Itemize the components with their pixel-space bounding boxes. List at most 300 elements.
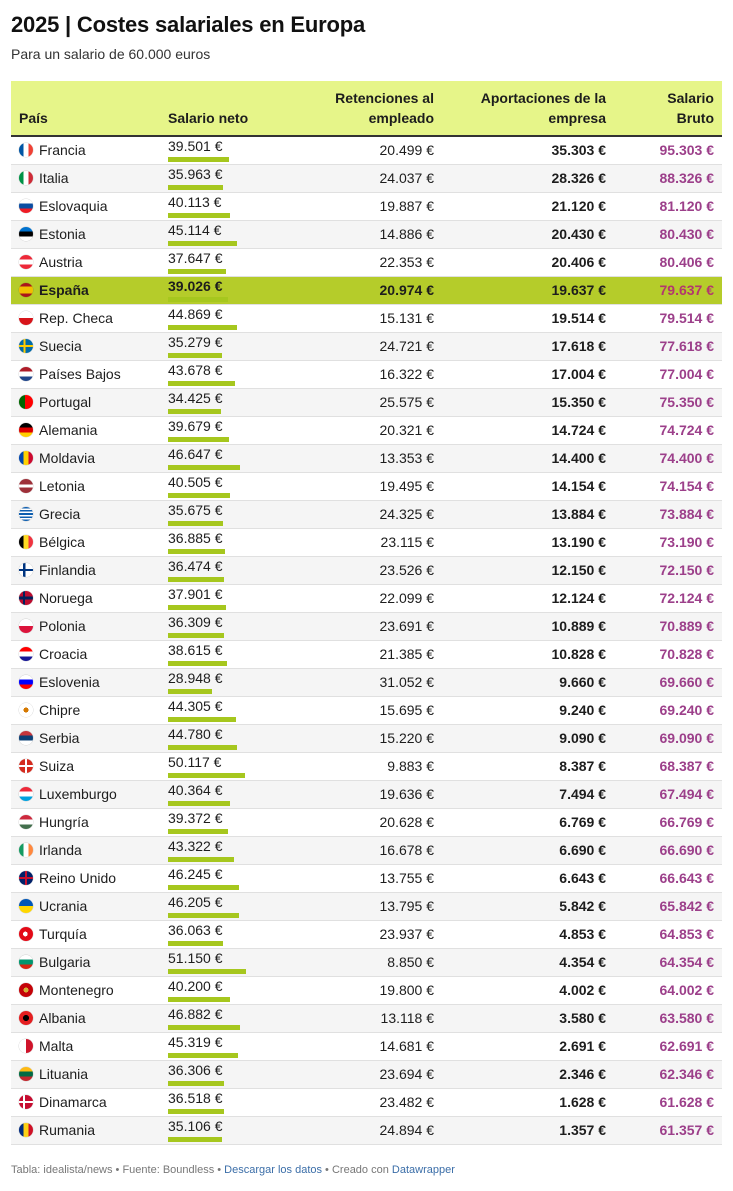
table-row [11, 305, 722, 333]
country-cell [11, 136, 160, 165]
neto-value: 36.474 € [168, 558, 223, 574]
flag-ro-icon [19, 1123, 33, 1137]
flag-lu-icon [19, 787, 33, 801]
aportaciones-cell: 8.387 € [442, 753, 614, 781]
flag-lt-icon [19, 1067, 33, 1081]
country-cell [11, 697, 160, 725]
neto-value: 36.518 € [168, 1090, 223, 1106]
retenciones-cell: 13.755 € [270, 865, 442, 893]
neto-cell [160, 221, 270, 249]
country-name: Suiza [39, 758, 75, 774]
table-row [11, 613, 722, 641]
flag-de-icon [19, 423, 33, 437]
retenciones-cell: 23.694 € [270, 1061, 442, 1089]
country-name: Chipre [39, 702, 81, 718]
neto-cell [160, 557, 270, 585]
retenciones-cell: 15.220 € [270, 725, 442, 753]
datawrapper-link[interactable]: Datawrapper [391, 1164, 455, 1176]
country-cell [11, 865, 160, 893]
country-name: Francia [39, 142, 86, 158]
neto-bar [168, 213, 230, 218]
aportaciones-cell: 14.724 € [442, 417, 614, 445]
bruto-cell: 62.346 € [614, 1061, 722, 1089]
flag-al-icon [19, 1011, 33, 1025]
neto-bar [168, 829, 228, 834]
country-name: Letonia [39, 478, 85, 494]
country-name: España [39, 282, 89, 298]
aportaciones-cell: 19.514 € [442, 305, 614, 333]
country-cell [11, 725, 160, 753]
table-row [11, 136, 722, 165]
aportaciones-cell: 13.884 € [442, 501, 614, 529]
neto-cell [160, 389, 270, 417]
flag-hu-icon [19, 815, 33, 829]
neto-cell [160, 165, 270, 193]
country-name: Noruega [39, 590, 93, 606]
country-name: Países Bajos [39, 366, 121, 382]
country-cell [11, 585, 160, 613]
country-cell [11, 249, 160, 277]
flag-cy-icon [19, 703, 33, 717]
country-cell [11, 1061, 160, 1089]
neto-bar [168, 913, 239, 918]
bruto-cell: 69.660 € [614, 669, 722, 697]
flag-ua-icon [19, 899, 33, 913]
country-name: Eslovenia [39, 674, 100, 690]
flag-hr-icon [19, 647, 33, 661]
country-cell [11, 529, 160, 557]
table-row [11, 809, 722, 837]
neto-bar [168, 325, 237, 330]
neto-bar [168, 801, 230, 806]
country-name: Croacia [39, 646, 88, 662]
neto-value: 45.114 € [168, 222, 222, 238]
country-cell [11, 473, 160, 501]
neto-cell [160, 1117, 270, 1145]
table-row [11, 361, 722, 389]
neto-value: 43.678 € [168, 362, 223, 378]
col-header-retenciones[interactable]: Retenciones al empleado [270, 81, 442, 136]
flag-me-icon [19, 983, 33, 997]
country-cell [11, 977, 160, 1005]
aportaciones-cell: 6.769 € [442, 809, 614, 837]
neto-bar [168, 241, 237, 246]
table-row [11, 1005, 722, 1033]
country-name: Rumania [39, 1122, 96, 1138]
aportaciones-cell: 4.354 € [442, 949, 614, 977]
country-cell [11, 333, 160, 361]
country-name: Moldavia [39, 450, 96, 466]
table-row [11, 277, 722, 305]
country-cell [11, 445, 160, 473]
neto-cell [160, 501, 270, 529]
neto-value: 36.306 € [168, 1062, 223, 1078]
aportaciones-cell: 14.154 € [442, 473, 614, 501]
retenciones-cell: 19.636 € [270, 781, 442, 809]
neto-value: 35.106 € [168, 1118, 223, 1134]
table-row [11, 529, 722, 557]
country-cell [11, 501, 160, 529]
retenciones-cell: 20.499 € [270, 136, 442, 165]
aportaciones-cell: 21.120 € [442, 193, 614, 221]
retenciones-cell: 20.321 € [270, 417, 442, 445]
country-name: Malta [39, 1038, 74, 1054]
retenciones-cell: 9.883 € [270, 753, 442, 781]
neto-cell [160, 417, 270, 445]
bruto-cell: 80.430 € [614, 221, 722, 249]
bruto-cell: 95.303 € [614, 136, 722, 165]
flag-no-icon [19, 591, 33, 605]
neto-cell [160, 1005, 270, 1033]
aportaciones-cell: 17.618 € [442, 333, 614, 361]
neto-value: 39.026 € [168, 278, 223, 294]
aportaciones-cell: 10.889 € [442, 613, 614, 641]
neto-value: 39.679 € [168, 418, 223, 434]
bruto-cell: 69.090 € [614, 725, 722, 753]
neto-cell [160, 1033, 270, 1061]
country-name: Reino Unido [39, 870, 117, 886]
neto-cell [160, 809, 270, 837]
flag-gr-icon [19, 507, 33, 521]
aportaciones-cell: 19.637 € [442, 277, 614, 305]
neto-bar [168, 689, 212, 694]
neto-cell [160, 753, 270, 781]
country-cell [11, 221, 160, 249]
country-cell [11, 557, 160, 585]
country-cell [11, 1005, 160, 1033]
bruto-cell: 66.643 € [614, 865, 722, 893]
country-cell [11, 669, 160, 697]
neto-bar [168, 353, 222, 358]
neto-bar [168, 1081, 224, 1086]
retenciones-cell: 22.353 € [270, 249, 442, 277]
retenciones-cell: 23.115 € [270, 529, 442, 557]
bruto-cell: 81.120 € [614, 193, 722, 221]
neto-bar [168, 661, 227, 666]
retenciones-cell: 31.052 € [270, 669, 442, 697]
footer-created-with: • Creado con [322, 1164, 392, 1176]
table-row [11, 781, 722, 809]
col-header-bruto[interactable]: Salario Bruto [614, 81, 722, 136]
aportaciones-cell: 7.494 € [442, 781, 614, 809]
table-row [11, 249, 722, 277]
table-row [11, 333, 722, 361]
flag-at-icon [19, 255, 33, 269]
neto-bar [168, 941, 223, 946]
bruto-cell: 77.618 € [614, 333, 722, 361]
salary-table [11, 81, 722, 1145]
bruto-cell: 69.240 € [614, 697, 722, 725]
col-header-aportaciones[interactable]: Aportaciones de la empresa [442, 81, 614, 136]
neto-value: 40.113 € [168, 194, 222, 210]
country-cell [11, 949, 160, 977]
table-row [11, 473, 722, 501]
neto-cell [160, 697, 270, 725]
aportaciones-cell: 28.326 € [442, 165, 614, 193]
aportaciones-cell: 4.002 € [442, 977, 614, 1005]
neto-bar [168, 773, 245, 778]
country-cell [11, 305, 160, 333]
country-name: Italia [39, 170, 69, 186]
aportaciones-cell: 1.357 € [442, 1117, 614, 1145]
bruto-cell: 62.691 € [614, 1033, 722, 1061]
bruto-cell: 64.853 € [614, 921, 722, 949]
neto-value: 28.948 € [168, 670, 223, 686]
country-cell [11, 641, 160, 669]
neto-value: 46.647 € [168, 446, 223, 462]
flag-pl-icon [19, 619, 33, 633]
country-name: Ucrania [39, 898, 88, 914]
neto-value: 44.305 € [168, 698, 223, 714]
neto-value: 36.885 € [168, 530, 223, 546]
download-data-link[interactable]: Descargar los datos [224, 1164, 322, 1176]
col-header-pais[interactable]: País [11, 81, 160, 136]
table-row [11, 221, 722, 249]
country-cell [11, 613, 160, 641]
country-cell [11, 361, 160, 389]
country-name: Montenegro [39, 982, 114, 998]
flag-bg-icon [19, 955, 33, 969]
country-name: Luxemburgo [39, 786, 117, 802]
table-row [11, 697, 722, 725]
col-header-neto[interactable]: Salario neto [160, 81, 270, 136]
aportaciones-cell: 15.350 € [442, 389, 614, 417]
bruto-cell: 73.884 € [614, 501, 722, 529]
retenciones-cell: 23.691 € [270, 613, 442, 641]
neto-value: 40.505 € [168, 474, 223, 490]
bruto-cell: 68.387 € [614, 753, 722, 781]
neto-cell [160, 277, 270, 305]
neto-cell [160, 921, 270, 949]
neto-cell [160, 445, 270, 473]
flag-fi-icon [19, 563, 33, 577]
neto-bar [168, 633, 224, 638]
country-name: Serbia [39, 730, 80, 746]
flag-ee-icon [19, 227, 33, 241]
neto-bar [168, 493, 230, 498]
flag-be-icon [19, 535, 33, 549]
country-name: Albania [39, 1010, 86, 1026]
bruto-cell: 65.842 € [614, 893, 722, 921]
retenciones-cell: 14.681 € [270, 1033, 442, 1061]
table-row [11, 641, 722, 669]
country-name: Portugal [39, 394, 92, 410]
neto-value: 35.675 € [168, 502, 223, 518]
neto-bar [168, 605, 226, 610]
country-cell [11, 389, 160, 417]
table-row [11, 389, 722, 417]
neto-bar [168, 185, 223, 190]
table-row [11, 977, 722, 1005]
neto-cell [160, 1089, 270, 1117]
neto-value: 46.205 € [168, 894, 223, 910]
neto-value: 37.901 € [168, 586, 223, 602]
neto-bar [168, 717, 236, 722]
neto-value: 50.117 € [168, 754, 222, 770]
aportaciones-cell: 2.346 € [442, 1061, 614, 1089]
neto-cell [160, 949, 270, 977]
retenciones-cell: 23.526 € [270, 557, 442, 585]
retenciones-cell: 16.322 € [270, 361, 442, 389]
flag-rs-icon [19, 731, 33, 745]
country-name: Rep. Checa [39, 310, 113, 326]
retenciones-cell: 21.385 € [270, 641, 442, 669]
neto-value: 34.425 € [168, 390, 223, 406]
bruto-cell: 74.154 € [614, 473, 722, 501]
table-row [11, 501, 722, 529]
neto-cell [160, 725, 270, 753]
bruto-cell: 72.124 € [614, 585, 722, 613]
neto-bar [168, 409, 221, 414]
country-cell [11, 809, 160, 837]
flag-sk-icon [19, 199, 33, 213]
neto-bar [168, 297, 228, 302]
page-subtitle: Para un salario de 60.000 euros [11, 46, 211, 62]
bruto-cell: 72.150 € [614, 557, 722, 585]
bruto-cell: 80.406 € [614, 249, 722, 277]
table-row [11, 753, 722, 781]
neto-bar [168, 1109, 224, 1114]
retenciones-cell: 24.721 € [270, 333, 442, 361]
neto-value: 39.501 € [168, 138, 223, 154]
neto-bar [168, 885, 239, 890]
aportaciones-cell: 12.150 € [442, 557, 614, 585]
country-cell [11, 165, 160, 193]
retenciones-cell: 24.037 € [270, 165, 442, 193]
neto-cell [160, 977, 270, 1005]
bruto-cell: 73.190 € [614, 529, 722, 557]
neto-bar [168, 857, 234, 862]
neto-cell [160, 585, 270, 613]
neto-cell [160, 613, 270, 641]
retenciones-cell: 24.325 € [270, 501, 442, 529]
country-cell [11, 1117, 160, 1145]
table-row [11, 837, 722, 865]
flag-nl-icon [19, 367, 33, 381]
flag-it-icon [19, 171, 33, 185]
table-row [11, 445, 722, 473]
bruto-cell: 77.004 € [614, 361, 722, 389]
country-name: Irlanda [39, 842, 82, 858]
country-cell [11, 781, 160, 809]
bruto-cell: 70.828 € [614, 641, 722, 669]
country-cell [11, 837, 160, 865]
country-cell [11, 417, 160, 445]
flag-se-icon [19, 339, 33, 353]
footer-credit: Tabla: idealista/news • Fuente: Boundless • [11, 1164, 225, 1176]
retenciones-cell: 14.886 € [270, 221, 442, 249]
flag-ch-icon [19, 759, 33, 773]
flag-fr-icon [19, 143, 33, 157]
neto-cell [160, 473, 270, 501]
flag-pt-icon [19, 395, 33, 409]
aportaciones-cell: 2.691 € [442, 1033, 614, 1061]
retenciones-cell: 15.131 € [270, 305, 442, 333]
flag-es-icon [19, 283, 33, 297]
neto-value: 44.869 € [168, 306, 223, 322]
retenciones-cell: 23.937 € [270, 921, 442, 949]
country-name: Turquía [39, 926, 87, 942]
aportaciones-cell: 13.190 € [442, 529, 614, 557]
retenciones-cell: 19.495 € [270, 473, 442, 501]
neto-bar [168, 437, 229, 442]
neto-bar [168, 969, 246, 974]
neto-cell [160, 333, 270, 361]
neto-cell [160, 193, 270, 221]
table-row [11, 557, 722, 585]
country-cell [11, 193, 160, 221]
flag-mt-icon [19, 1039, 33, 1053]
aportaciones-cell: 9.660 € [442, 669, 614, 697]
table-row [11, 865, 722, 893]
retenciones-cell: 13.795 € [270, 893, 442, 921]
flag-dk-icon [19, 1095, 33, 1109]
country-name: Finlandia [39, 562, 96, 578]
flag-md-icon [19, 451, 33, 465]
neto-value: 36.309 € [168, 614, 223, 630]
bruto-cell: 88.326 € [614, 165, 722, 193]
neto-cell [160, 865, 270, 893]
flag-cz-icon [19, 311, 33, 325]
country-name: Grecia [39, 506, 81, 522]
table-row [11, 417, 722, 445]
retenciones-cell: 13.118 € [270, 1005, 442, 1033]
aportaciones-cell: 6.643 € [442, 865, 614, 893]
table-row [11, 725, 722, 753]
neto-cell [160, 305, 270, 333]
neto-value: 35.279 € [168, 334, 223, 350]
bruto-cell: 74.724 € [614, 417, 722, 445]
retenciones-cell: 23.482 € [270, 1089, 442, 1117]
bruto-cell: 79.514 € [614, 305, 722, 333]
bruto-cell: 64.002 € [614, 977, 722, 1005]
neto-value: 36.063 € [168, 922, 223, 938]
retenciones-cell: 15.695 € [270, 697, 442, 725]
bruto-cell: 74.400 € [614, 445, 722, 473]
country-cell [11, 893, 160, 921]
neto-value: 39.372 € [168, 810, 223, 826]
country-name: Bélgica [39, 534, 85, 550]
neto-cell [160, 893, 270, 921]
neto-value: 43.322 € [168, 838, 223, 854]
country-name: Hungría [39, 814, 89, 830]
flag-gb-icon [19, 871, 33, 885]
country-cell [11, 277, 160, 305]
retenciones-cell: 20.974 € [270, 277, 442, 305]
aportaciones-cell: 17.004 € [442, 361, 614, 389]
neto-cell [160, 249, 270, 277]
country-name: Eslovaquia [39, 198, 108, 214]
table-row [11, 1089, 722, 1117]
neto-bar [168, 577, 224, 582]
bruto-cell: 67.494 € [614, 781, 722, 809]
aportaciones-cell: 14.400 € [442, 445, 614, 473]
neto-value: 37.647 € [168, 250, 223, 266]
retenciones-cell: 16.678 € [270, 837, 442, 865]
bruto-cell: 61.628 € [614, 1089, 722, 1117]
neto-value: 45.319 € [168, 1034, 223, 1050]
neto-bar [168, 465, 240, 470]
country-name: Dinamarca [39, 1094, 107, 1110]
retenciones-cell: 8.850 € [270, 949, 442, 977]
aportaciones-cell: 10.828 € [442, 641, 614, 669]
flag-lv-icon [19, 479, 33, 493]
neto-bar [168, 381, 235, 386]
table-row [11, 1117, 722, 1145]
aportaciones-cell: 4.853 € [442, 921, 614, 949]
neto-cell [160, 1061, 270, 1089]
retenciones-cell: 13.353 € [270, 445, 442, 473]
